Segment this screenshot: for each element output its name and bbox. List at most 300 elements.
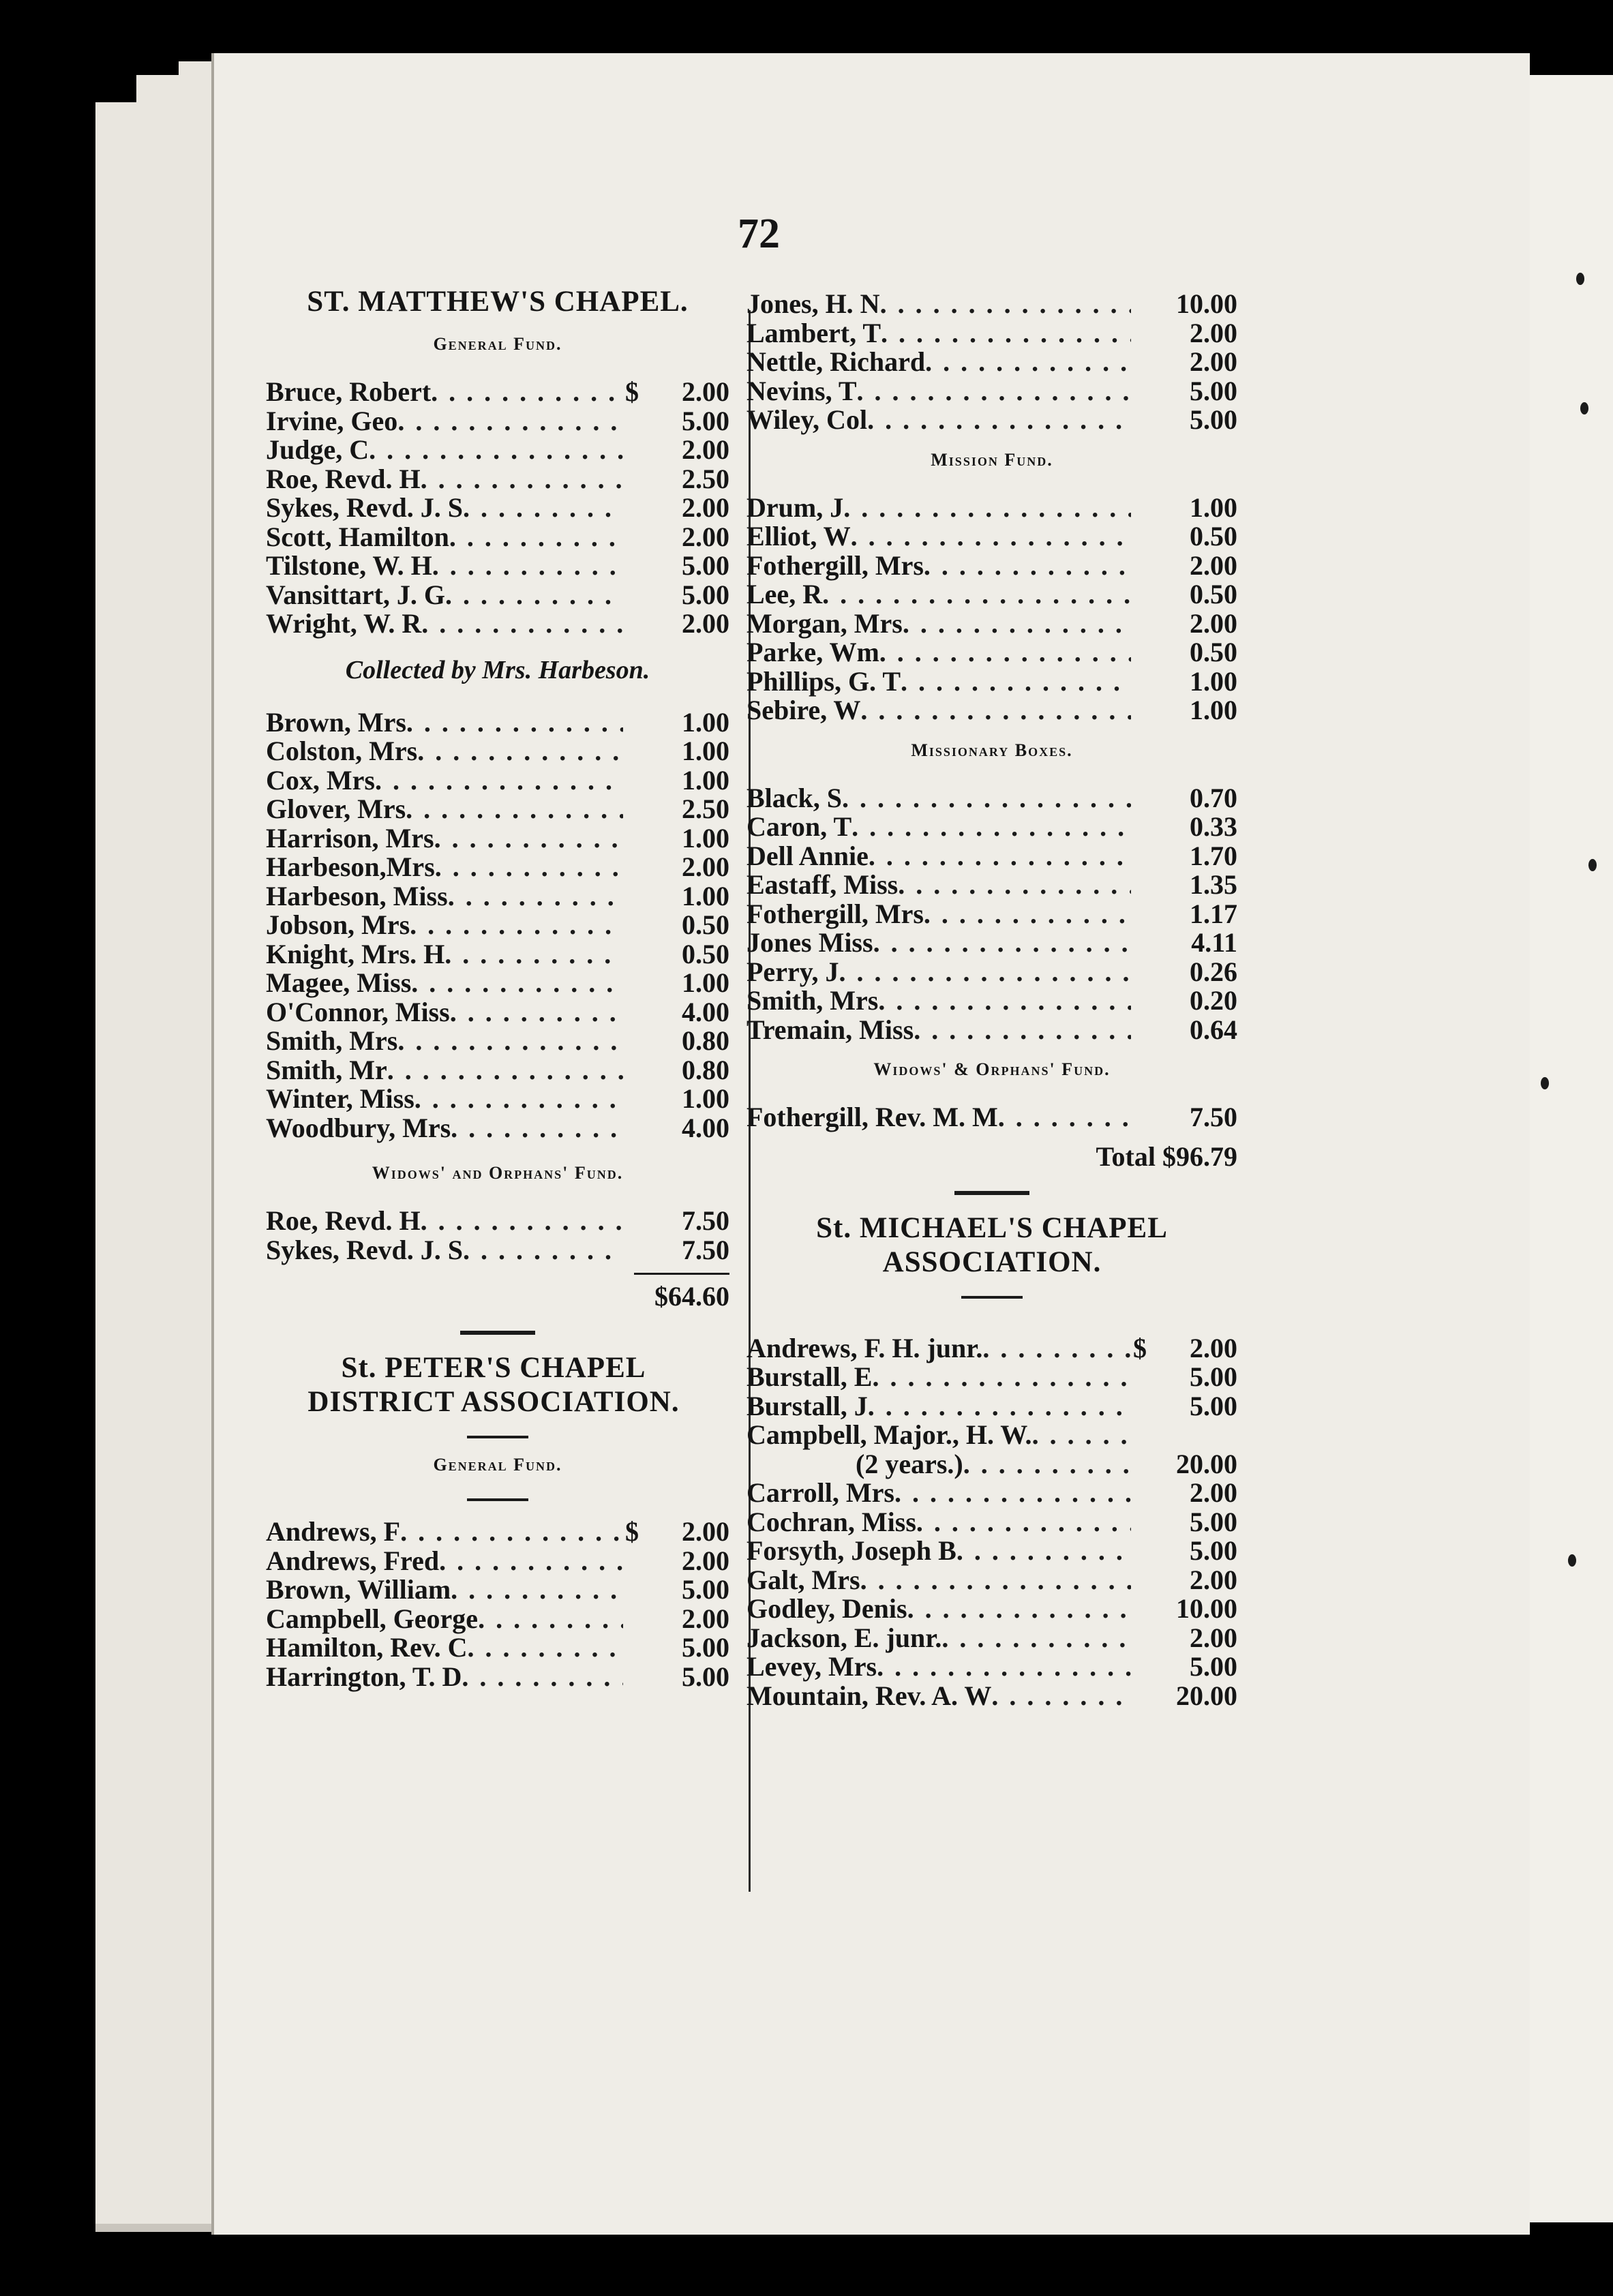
donor-name: Perry, J — [747, 956, 839, 987]
donor-name: Nettle, Richard — [747, 346, 926, 377]
amount: 20.00 — [1176, 1680, 1237, 1711]
donor-name: Fothergill, Mrs — [747, 898, 924, 929]
donor-name: Jobson, Mrs — [266, 909, 410, 940]
ledger-row — [266, 1236, 729, 1265]
dot-leader — [434, 824, 623, 854]
amount: 2.50 — [682, 794, 729, 824]
dot-leader — [941, 1624, 1131, 1653]
donor-name: Carroll, Mrs — [747, 1477, 894, 1508]
ink-speck — [1541, 1077, 1549, 1089]
amount: 2.00 — [682, 608, 729, 639]
subheading-widows-fund: Widows' & Orphans' Fund. — [873, 1059, 1111, 1079]
amount: 5.00 — [682, 579, 729, 610]
dot-leader — [445, 581, 623, 610]
dot-leader — [963, 1450, 1131, 1479]
ledger-row — [747, 928, 1237, 958]
donor-name: (2 years.) — [856, 1448, 963, 1479]
donor-name: Forsyth, Joseph B — [747, 1535, 956, 1566]
ledger-row — [747, 1595, 1237, 1624]
ledger-row — [266, 436, 729, 465]
ledger-row — [266, 911, 729, 940]
donor-name: Burstall, J — [747, 1390, 868, 1421]
donor-name: O'Connor, Miss — [266, 996, 450, 1027]
amount: 0.70 — [1190, 782, 1237, 813]
amount: 1.00 — [1190, 492, 1237, 523]
section-separator — [460, 1331, 535, 1335]
ink-speck — [1588, 859, 1597, 871]
ledger-row — [266, 708, 729, 738]
donor-name: Nevins, T — [747, 375, 857, 406]
short-rule — [467, 1436, 528, 1438]
right-column — [747, 290, 1237, 1710]
amount: 1.00 — [682, 880, 729, 911]
dot-leader — [851, 522, 1131, 552]
ledger-row — [747, 1421, 1237, 1450]
amount: 0.80 — [682, 1054, 729, 1085]
amount: 0.33 — [1190, 811, 1237, 842]
donor-name: Godley, Denis — [747, 1593, 907, 1624]
dot-leader — [880, 290, 1131, 319]
amount: 5.00 — [1190, 1651, 1237, 1682]
dot-leader — [822, 580, 1131, 609]
dot-leader — [421, 609, 623, 639]
dot-leader — [916, 1508, 1131, 1537]
donor-name: Irvine, Geo — [266, 405, 398, 436]
ledger-row — [266, 552, 729, 581]
amount: 2.00 — [682, 376, 729, 407]
donor-name: Smith, Mrs — [266, 1025, 398, 1056]
donor-name: Sykes, Revd. J. S — [266, 492, 463, 523]
ledger-row — [747, 900, 1237, 929]
donor-name: Roe, Revd. H — [266, 463, 421, 494]
dot-leader — [860, 696, 1131, 725]
ledger-row — [747, 1016, 1237, 1045]
ledger-row — [747, 958, 1237, 987]
donor-name: Andrews, Fred — [266, 1545, 440, 1576]
donor-name: Hamilton, Rev. C — [266, 1632, 468, 1663]
subheading-general-fund: General Fund. — [433, 334, 562, 354]
amount: 5.00 — [1190, 375, 1237, 406]
donor-name: Cochran, Miss — [747, 1506, 916, 1537]
ledger-row — [747, 667, 1237, 697]
donor-name: Scott, Hamilton — [266, 521, 449, 552]
ledger-row — [266, 969, 729, 998]
amount: 2.00 — [682, 492, 729, 523]
ledger-row — [747, 290, 1237, 319]
dot-leader — [868, 1392, 1131, 1421]
donor-name: Eastaff, Miss — [747, 869, 899, 900]
dot-leader — [432, 552, 623, 581]
ledger-row — [747, 1508, 1237, 1537]
amount: 1.00 — [1190, 665, 1237, 697]
amount: 5.00 — [1190, 404, 1237, 435]
amount: 5.00 — [682, 1574, 729, 1605]
ledger-row — [266, 853, 729, 882]
ledger-row — [747, 1363, 1237, 1392]
donor-name: Campbell, Major., H. W. — [747, 1419, 1032, 1450]
dot-leader — [898, 871, 1131, 900]
dollar-sign: $ — [625, 1516, 639, 1547]
donor-name: Mountain, Rev. A. W — [747, 1680, 992, 1711]
ledger-row — [747, 1450, 1237, 1479]
dot-leader — [449, 523, 623, 552]
dot-leader — [914, 1016, 1131, 1045]
dot-leader — [462, 1663, 623, 1692]
donor-name: Wright, W. R — [266, 608, 422, 639]
dot-leader — [411, 969, 623, 998]
amount: 5.00 — [682, 1632, 729, 1663]
ledger-row — [747, 580, 1237, 609]
amount: 1.00 — [682, 822, 729, 854]
dot-leader — [400, 1517, 623, 1547]
dot-leader — [903, 609, 1131, 639]
donor-name: Winter, Miss — [266, 1083, 414, 1114]
ledger-row — [266, 940, 729, 969]
dot-leader — [982, 1334, 1131, 1363]
amount: 2.00 — [1190, 1477, 1237, 1508]
dot-leader — [873, 928, 1131, 958]
ledger-row — [747, 377, 1237, 406]
amount: 1.35 — [1190, 869, 1237, 900]
amount: 2.00 — [1190, 607, 1237, 639]
amount: 4.00 — [682, 1112, 729, 1143]
dot-leader — [878, 986, 1131, 1016]
amount: 1.17 — [1190, 898, 1237, 929]
dot-leader — [450, 998, 623, 1027]
amount: 0.50 — [682, 909, 729, 940]
dot-leader — [410, 911, 623, 940]
ledger-row — [266, 465, 729, 494]
dot-leader — [925, 348, 1131, 377]
donor-name: Parke, Wm — [747, 637, 879, 667]
ledger-row — [266, 1027, 729, 1056]
donor-name: Jones, H. N — [747, 288, 880, 319]
widows-fund-list — [747, 1103, 1237, 1132]
ledger-row — [747, 494, 1237, 523]
amount: 5.00 — [682, 1661, 729, 1692]
donor-name: Brown, Mrs — [266, 706, 406, 738]
dot-leader — [881, 319, 1131, 348]
ledger-row — [747, 609, 1237, 639]
dot-leader — [406, 795, 623, 824]
section-total: $64.60 — [654, 1281, 729, 1312]
amount: 0.20 — [1190, 985, 1237, 1016]
dot-leader — [421, 1207, 623, 1236]
amount: 7.50 — [682, 1234, 729, 1265]
dot-leader — [435, 853, 623, 882]
dot-leader — [387, 1056, 623, 1085]
st-peters-list — [266, 1517, 729, 1691]
amount: 5.00 — [1190, 1535, 1237, 1566]
ledger-row — [266, 1114, 729, 1143]
amount: 2.00 — [1190, 1564, 1237, 1595]
amount: 5.00 — [1190, 1506, 1237, 1537]
donor-name: Fothergill, Mrs — [747, 549, 924, 581]
ink-speck — [1576, 273, 1584, 285]
mission-fund-list — [747, 494, 1237, 725]
dot-leader — [421, 465, 623, 494]
amount: 0.50 — [1190, 637, 1237, 667]
ledger-row — [266, 494, 729, 523]
donor-name: Knight, Mrs. H — [266, 938, 445, 969]
ink-speck — [1580, 402, 1588, 414]
donor-name: Dell Annie — [747, 840, 869, 871]
donor-name: Levey, Mrs — [747, 1651, 877, 1682]
short-rule — [961, 1296, 1023, 1299]
st-michaels-list — [747, 1334, 1237, 1711]
amount: 2.00 — [682, 1516, 729, 1547]
donor-name: Andrews, F. H. junr. — [747, 1332, 983, 1363]
dot-leader — [907, 1595, 1131, 1624]
dot-leader — [463, 494, 623, 523]
amount: 10.00 — [1176, 288, 1237, 319]
dot-leader — [877, 1652, 1131, 1682]
ledger-row — [266, 523, 729, 552]
donor-name: Phillips, G. T — [747, 665, 901, 697]
ledger-row — [747, 522, 1237, 552]
ledger-row — [747, 1334, 1237, 1363]
donor-name: Harrison, Mrs — [266, 822, 434, 854]
dot-leader — [414, 1085, 623, 1114]
dot-leader — [857, 377, 1131, 406]
ledger-row — [266, 882, 729, 911]
ledger-row — [266, 1085, 729, 1114]
amount: 1.70 — [1190, 840, 1237, 871]
dot-leader — [451, 1575, 623, 1605]
donor-name: Vansittart, J. G — [266, 579, 445, 610]
ledger-row — [747, 406, 1237, 435]
donor-name: Sebire, W — [747, 695, 861, 725]
amount: 7.50 — [1190, 1102, 1237, 1132]
section-heading-st-matthews: ST. MATTHEW'S CHAPEL. — [307, 286, 689, 318]
dot-leader — [924, 552, 1131, 581]
donor-name: Elliot, W — [747, 521, 851, 552]
ledger-row — [747, 1624, 1237, 1653]
donor-name: Judge, C — [266, 434, 370, 465]
ledger-row — [747, 871, 1237, 900]
ledger-row — [747, 813, 1237, 842]
spacer — [747, 1315, 1237, 1334]
section-total: Total $96.79 — [1096, 1141, 1237, 1172]
amount: 2.00 — [1190, 317, 1237, 348]
donor-name: Magee, Miss — [266, 967, 412, 998]
donor-name: Harbeson, Miss — [266, 880, 448, 911]
donor-name: Smith, Mr — [266, 1054, 387, 1085]
donor-name: Tilstone, W. H — [266, 550, 432, 581]
ledger-row — [266, 609, 729, 639]
donor-name: Burstall, E — [747, 1361, 873, 1392]
donor-name: Cox, Mrs — [266, 764, 375, 796]
donor-name: Harrington, T. D — [266, 1661, 462, 1692]
subheading-missionary-boxes: Missionary Boxes. — [911, 740, 1073, 760]
ledger-row — [266, 795, 729, 824]
amount: 2.00 — [682, 434, 729, 465]
donor-name: Woodbury, Mrs — [266, 1112, 451, 1143]
dot-leader — [924, 900, 1131, 929]
ledger-row — [266, 824, 729, 854]
ledger-row — [266, 1605, 729, 1634]
amount: 1.00 — [682, 736, 729, 766]
ledger-row — [266, 998, 729, 1027]
amount: 4.11 — [1191, 927, 1237, 958]
ledger-row — [747, 638, 1237, 667]
amount: 0.64 — [1190, 1014, 1237, 1045]
amount: 4.00 — [682, 996, 729, 1027]
ledger-row — [747, 842, 1237, 871]
missionary-boxes-list — [747, 784, 1237, 1045]
facing-page-strip — [1527, 75, 1613, 2222]
donor-name: Lambert, T — [747, 317, 881, 348]
amount: 1.00 — [682, 967, 729, 998]
amount: 2.50 — [682, 463, 729, 494]
general-fund-list — [266, 378, 729, 639]
amount: 5.00 — [682, 550, 729, 581]
dot-leader — [851, 813, 1131, 842]
ledger-row — [747, 986, 1237, 1016]
amount: 5.00 — [682, 405, 729, 436]
ledger-row — [266, 378, 729, 407]
dot-leader — [369, 436, 623, 465]
page-number: 72 — [738, 211, 780, 257]
amount: 2.00 — [1190, 1622, 1237, 1653]
subheading-mission-fund: Mission Fund. — [931, 449, 1053, 470]
section-separator — [954, 1191, 1029, 1195]
donor-name: Black, S — [747, 782, 843, 813]
ledger-row — [266, 581, 729, 610]
dollar-sign: $ — [1133, 1332, 1147, 1363]
subheading-general-fund: General Fund. — [433, 1455, 562, 1475]
amount: 1.00 — [1190, 695, 1237, 725]
ledger-row — [266, 1517, 729, 1547]
dot-leader — [839, 958, 1132, 987]
dot-leader — [894, 1479, 1131, 1508]
ledger-row — [266, 1056, 729, 1085]
amount: 0.50 — [1190, 521, 1237, 552]
collected-list — [266, 708, 729, 1143]
dollar-sign: $ — [625, 376, 639, 407]
donor-name: Colston, Mrs — [266, 736, 418, 766]
dot-leader — [843, 494, 1131, 523]
ledger-row — [747, 1392, 1237, 1421]
section-heading-st-peters: St. PETER'S CHAPEL DISTRICT ASSOCIATION. — [307, 1352, 680, 1418]
donor-name: Fothergill, Rev. M. M — [747, 1102, 998, 1132]
short-rule — [467, 1498, 528, 1501]
dot-leader — [860, 1566, 1131, 1595]
dot-leader — [998, 1103, 1131, 1132]
dot-leader — [463, 1236, 623, 1265]
amount: 7.50 — [682, 1205, 729, 1236]
dot-leader — [478, 1605, 623, 1634]
donor-name: Wiley, Col — [747, 404, 868, 435]
ledger-row — [266, 1663, 729, 1692]
donor-name: Caron, T — [747, 811, 852, 842]
donor-name: Sykes, Revd. J. S — [266, 1234, 463, 1265]
amount: 2.00 — [682, 1603, 729, 1634]
dot-leader — [869, 842, 1131, 871]
donor-name: Bruce, Robert — [266, 376, 432, 407]
amount: 0.50 — [1190, 579, 1237, 609]
ledger-row — [266, 1207, 729, 1236]
widows-fund-list — [266, 1207, 729, 1265]
donor-name: Jones Miss — [747, 927, 873, 958]
dot-leader — [448, 882, 623, 911]
dot-leader — [451, 1114, 623, 1143]
amount: 2.00 — [1190, 1332, 1237, 1363]
dot-leader — [375, 766, 623, 796]
dot-leader — [406, 708, 623, 738]
donor-name: Brown, William — [266, 1574, 451, 1605]
dot-leader — [842, 784, 1131, 813]
amount: 1.00 — [682, 706, 729, 738]
ledger-row — [266, 737, 729, 766]
amount: 1.00 — [682, 764, 729, 796]
dot-leader — [397, 407, 623, 436]
left-column — [266, 285, 729, 1691]
amount: 20.00 — [1176, 1448, 1237, 1479]
donor-name: Morgan, Mrs — [747, 607, 903, 639]
ledger-row — [266, 766, 729, 796]
dot-leader — [901, 667, 1131, 697]
donor-name: Glover, Mrs — [266, 794, 406, 824]
ledger-row — [747, 1682, 1237, 1711]
dot-leader — [397, 1027, 623, 1056]
sum-rule — [634, 1273, 729, 1275]
donor-name: Campbell, George — [266, 1603, 479, 1634]
donor-name: Harbeson,Mrs — [266, 851, 435, 882]
amount: 0.50 — [682, 938, 729, 969]
donor-name: Roe, Revd. H — [266, 1205, 421, 1236]
amount: 0.26 — [1190, 956, 1237, 987]
donor-name: Jackson, E. junr. — [747, 1622, 942, 1653]
ledger-row — [747, 549, 1237, 581]
dot-leader — [872, 1363, 1131, 1392]
ledger-row — [747, 1537, 1237, 1566]
continued-list — [747, 290, 1237, 435]
amount: 0.80 — [682, 1025, 729, 1056]
dot-leader — [444, 940, 623, 969]
amount: 2.00 — [682, 851, 729, 882]
dot-leader — [867, 406, 1131, 435]
dot-leader — [1032, 1421, 1131, 1450]
ledger-row — [747, 319, 1237, 348]
subheading-collected: Collected by Mrs. Harbeson. — [345, 655, 650, 684]
subheading-widows-fund: Widows' and Orphans' Fund. — [372, 1163, 624, 1183]
amount: 2.00 — [682, 521, 729, 552]
ledger-row — [747, 1479, 1237, 1508]
ledger-row — [747, 696, 1237, 725]
donor-name: Tremain, Miss — [747, 1014, 914, 1045]
ledger-row — [266, 1633, 729, 1663]
ledger-row — [266, 407, 729, 436]
ledger-row — [747, 1566, 1237, 1595]
amount: 5.00 — [1190, 1390, 1237, 1421]
donor-name: Drum, J — [747, 492, 844, 523]
ledger-row — [266, 1547, 729, 1576]
dot-leader — [468, 1633, 623, 1663]
dot-leader — [431, 378, 623, 407]
dot-leader — [879, 638, 1131, 667]
amount: 5.00 — [1190, 1361, 1237, 1392]
ink-speck — [1568, 1554, 1576, 1567]
amount: 1.00 — [682, 1083, 729, 1114]
dot-leader — [417, 737, 623, 766]
amount: 2.00 — [1190, 549, 1237, 581]
ledger-row — [747, 784, 1237, 813]
dot-leader — [439, 1547, 623, 1576]
donor-name: Smith, Mrs — [747, 985, 879, 1016]
amount: 10.00 — [1176, 1593, 1237, 1624]
ledger-row — [747, 348, 1237, 377]
